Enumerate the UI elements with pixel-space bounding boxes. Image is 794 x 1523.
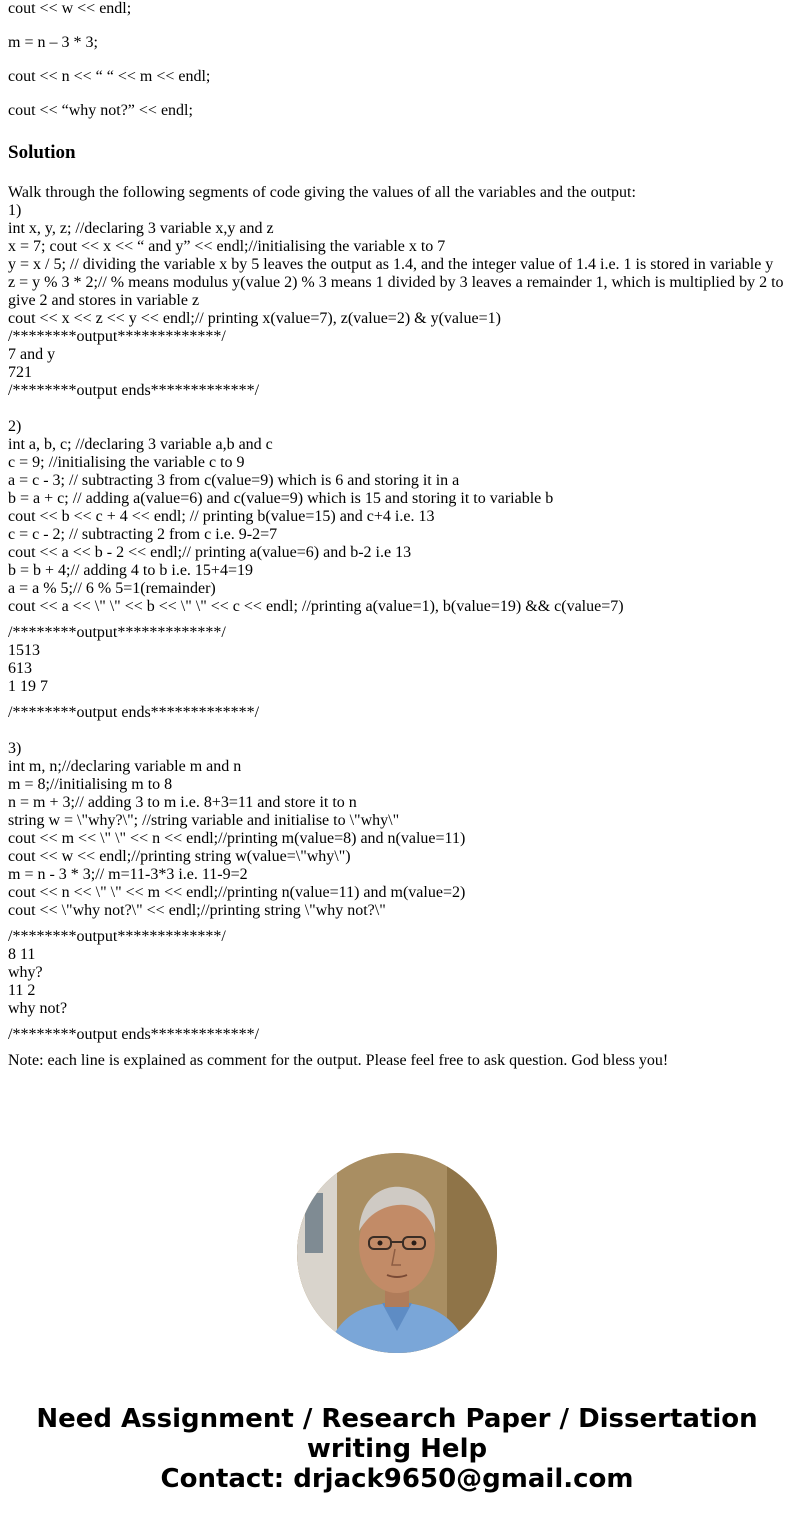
top-code-lines bbox=[8, 0, 786, 120]
output-line: 8 11 bbox=[8, 946, 36, 963]
author-avatar bbox=[297, 1153, 497, 1353]
code-line: 3) bbox=[8, 740, 22, 757]
code-line: cout << a << b - 2 << endl;// printing a(value=6) and b-2 i.e 13 bbox=[8, 544, 412, 561]
code-line: cout << b << c + 4 << endl; // printing b(value=15) and c+4 i.e. 13 bbox=[8, 508, 435, 525]
code-line: m = 8;//initialising m to 8 bbox=[8, 776, 173, 793]
solution-section-2 bbox=[8, 418, 786, 616]
output-line: why? bbox=[8, 964, 43, 981]
code-line: b = b + 4;// adding 4 to b i.e. 15+4=19 bbox=[8, 562, 253, 579]
code-line: cout << n << “ “ << m << endl; bbox=[8, 68, 211, 85]
code-line: cout << \"why not?\" << endl;//printing string \"why not?\" bbox=[8, 902, 386, 919]
solution-heading: Solution bbox=[8, 142, 76, 163]
output-line: why not? bbox=[8, 1000, 68, 1017]
output-line: 613 bbox=[8, 660, 32, 677]
output-line: 7 and y bbox=[8, 346, 56, 363]
code-line: m = n – 3 * 3; bbox=[8, 34, 98, 51]
code-line: string w = \"why?\"; //string variable and initialise to \"why\" bbox=[8, 812, 400, 829]
ad-contact-line: Contact: drjack9650@gmail.com bbox=[160, 1464, 634, 1494]
code-line: cout << “why not?” << endl; bbox=[8, 102, 193, 119]
code-line: cout << n << \" \" << m << endl;//printing n(value=11) and m(value=2) bbox=[8, 884, 466, 901]
code-line: n = m + 3;// adding 3 to m i.e. 8+3=11 and store it to n bbox=[8, 794, 357, 811]
solution-section-1 bbox=[8, 184, 786, 400]
ad-line-1: Need Assignment / Research Paper / Dissertation bbox=[36, 1404, 758, 1434]
code-line: cout << a << \" \" << b << \" \" << c << endl; //printing a(value=1), b(value=19) && c(value=7) bbox=[8, 598, 624, 615]
code-line: m = n - 3 * 3;// m=11-3*3 i.e. 11-9=2 bbox=[8, 866, 248, 883]
output-line: 11 2 bbox=[8, 982, 36, 999]
output-marker: /********output*************/ bbox=[8, 624, 226, 641]
code-line: 2) bbox=[8, 418, 22, 435]
code-line: z = y % 3 * 2;// % means modulus y(value 2) % 3 means 1 divided by 3 leaves a remainder 1, which is multiplied by 2 to give 2 and stores in variable z bbox=[8, 274, 788, 309]
output-end-marker: /********output ends*************/ bbox=[8, 1026, 260, 1043]
output-marker: /********output*************/ bbox=[8, 928, 226, 945]
code-line: int a, b, c; //declaring 3 variable a,b and c bbox=[8, 436, 273, 453]
code-line: cout << m << \" \" << n << endl;//printing m(value=8) and n(value=11) bbox=[8, 830, 466, 847]
code-line: int x, y, z; //declaring 3 variable x,y and z bbox=[8, 220, 274, 237]
code-line: cout << w << endl; bbox=[8, 0, 132, 17]
solution-section-3 bbox=[8, 740, 786, 920]
code-line: a = a % 5;// 6 % 5=1(remainder) bbox=[8, 580, 216, 597]
code-line: x = 7; cout << x << “ and y” << endl;//initialising the variable x to 7 bbox=[8, 238, 446, 255]
code-line: cout << x << z << y << endl;// printing x(value=7), z(value=2) & y(value=1) bbox=[8, 310, 501, 327]
closing-note: Note: each line is explained as comment for the output. Please feel free to ask question. God bless you! bbox=[8, 1052, 669, 1069]
advertisement-banner bbox=[0, 1404, 794, 1494]
code-line: c = 9; //initialising the variable c to 9 bbox=[8, 454, 245, 471]
output-marker: /********output*************/ bbox=[8, 328, 226, 345]
ad-line-2: writing Help bbox=[306, 1434, 488, 1464]
code-line: a = c - 3; // subtracting 3 from c(value=9) which is 6 and storing it in a bbox=[8, 472, 460, 489]
portrait-image bbox=[297, 1153, 497, 1353]
code-line: 1) bbox=[8, 202, 22, 219]
output-line: 1513 bbox=[8, 642, 40, 659]
output-line: 1 19 7 bbox=[8, 678, 48, 695]
code-line: cout << w << endl;//printing string w(value=\"why\") bbox=[8, 848, 351, 865]
code-line: b = a + c; // adding a(value=6) and c(value=9) which is 15 and storing it to variable b bbox=[8, 490, 554, 507]
code-line: y = x / 5; // dividing the variable x by 5 leaves the output as 1.4, and the integer value of 1.4 i.e. 1 is stored in variable y bbox=[8, 256, 774, 273]
section-3-output bbox=[8, 928, 786, 1018]
intro-text: Walk through the following segments of code giving the values of all the variables and the output: bbox=[8, 184, 636, 201]
author-photo bbox=[297, 1153, 497, 1353]
code-line: int m, n;//declaring variable m and n bbox=[8, 758, 242, 775]
output-end-marker: /********output ends*************/ bbox=[8, 382, 260, 399]
output-line: 721 bbox=[8, 364, 32, 381]
output-end-marker: /********output ends*************/ bbox=[8, 704, 260, 721]
code-line: c = c - 2; // subtracting 2 from c i.e. 9-2=7 bbox=[8, 526, 278, 543]
section-2-output bbox=[8, 624, 786, 696]
